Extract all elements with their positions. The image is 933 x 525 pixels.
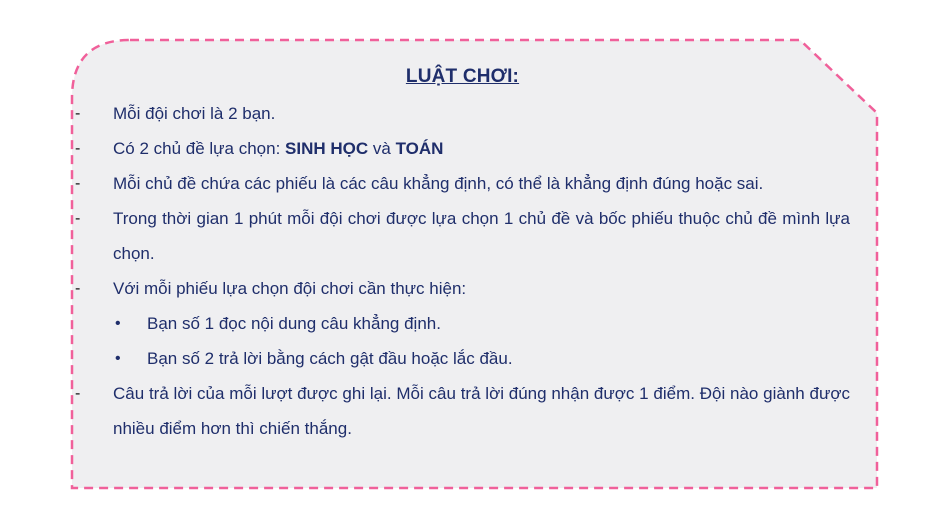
dash-marker: - [75,280,81,297]
subrule-item-1 [75,306,850,341]
subrule-item-2 [75,341,850,376]
rule-item-5 [75,271,850,306]
rule-text: Mỗi đội chơi là 2 bạn. [113,104,276,123]
topic-math: TOÁN [395,139,444,158]
dash-marker: - [75,105,81,122]
rules-title: LUẬT CHƠI: [405,66,520,87]
bullet-marker: • [115,315,121,332]
rule-text: Mỗi chủ đề chứa các phiếu là các câu khẳng định, có thể là khẳng định đúng hoặc sai. [113,174,764,193]
rule-text-prefix: Có 2 chủ đề lựa chọn: [113,139,286,158]
subrule-text: Bạn số 1 đọc nội dung câu khẳng định. [147,314,441,333]
rule-item-4 [75,201,850,271]
rule-text: Với mỗi phiếu lựa chọn đội chơi cần thực hiện: [113,279,467,298]
rule-text: Câu trả lời của mỗi lượt được ghi lại. Mỗi câu trả lời đúng nhận được 1 điểm. Đội nào giành được nhiều điểm hơn thì chiến thắng. [113,384,850,438]
rule-item-2 [75,131,850,166]
dash-marker: - [75,385,81,402]
rule-item-3 [75,166,850,201]
rule-item-6 [75,376,850,446]
bullet-marker: • [115,350,121,367]
rule-text: Trong thời gian 1 phút mỗi đội chơi được lựa chọn 1 chủ đề và bốc phiếu thuộc chủ đề mình lựa chọn. [113,209,850,263]
dash-marker: - [75,210,81,227]
rules-list [75,96,850,446]
topic-biology: SINH HỌC [285,139,369,158]
subrule-text: Bạn số 2 trả lời bằng cách gật đầu hoặc lắc đầu. [147,349,513,368]
rules-content [75,66,850,446]
dash-marker: - [75,140,81,157]
rule-text-mid: và [368,139,396,158]
rule-item-1 [75,96,850,131]
dash-marker: - [75,175,81,192]
